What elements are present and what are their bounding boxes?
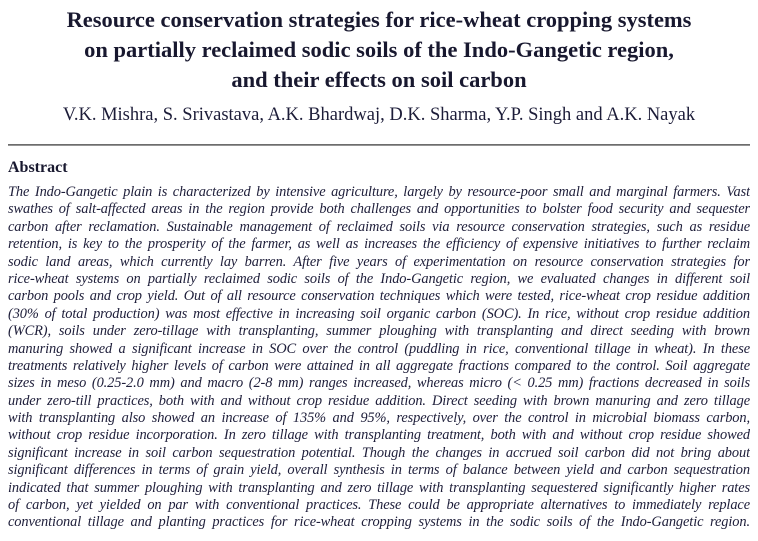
divider-rule [8,144,750,146]
title-line: and their effects on soil carbon [231,67,527,92]
abstract-line: without crop residue incorporation. In zero tillage with transplanting treatment, both with and without crop residue showed [8,427,750,444]
paper-title [8,5,750,95]
abstract-heading: Abstract [8,159,68,176]
abstract-line: of carbon, yet yielded on par with conventional practices. These could be appropriate alternatives to immediately replace [8,497,750,514]
abstract-line: (WCR), soils under zero-tillage with transplanting, summer ploughing with transplanting and direct seeding with brown [8,323,750,340]
abstract-line: sodic land areas, which currently lay barren. After five years of experimentation on resource conservation strategies for [8,253,750,270]
abstract-line: significant differences in terms of grain yield, overall synthesis in terms of balance between yield and carbon sequestration [8,462,750,479]
abstract-line: with transplanting also showed an increase of 135% and 95%, respectively, over the control in microbial biomass carbon, [8,410,750,427]
abstract-line: carbon pools and crop yield. Out of all resource conservation techniques which were tested, rice-wheat crop residue addition [8,288,750,305]
abstract-line: significant increase in soil carbon sequestration potential. Though the changes in accrued soil carbon did not bring about [8,444,750,461]
abstract-line: The Indo-Gangetic plain is characterized by intensive agriculture, largely by resource-poor small and marginal farmers. Vast [8,184,750,200]
abstract-line: retention, is key to the prosperity of the farmer, as well as increases the efficiency of expensive initiatives to further reclaim [8,236,750,253]
abstract-line: sizes in meso (0.25-2.0 mm) and macro (2-8 mm) ranges increased, whereas micro (< 0.25 mm) fractions decreased in soils [8,375,750,392]
title-line: on partially reclaimed sodic soils of the Indo-Gangetic region, [84,37,674,62]
abstract-text [8,184,750,532]
abstract-line: swathes of salt-affected areas in the region provide both challenges and opportunities to bolster food security and sequester [8,201,750,218]
abstract-line: treatments relatively higher levels of carbon were attained in all aggregate fractions compared to the control. Soil aggregate [8,357,750,374]
abstract-line: rice-wheat systems on partially reclaimed sodic soils of the Indo-Gangetic region, we evaluated changes in different soil [8,270,750,287]
title-line: Resource conservation strategies for rice-wheat cropping systems [66,7,692,32]
abstract-line: manuring showed a significant increase in SOC over the control (puddling in rice, conventional tillage in wheat). In these [8,340,750,357]
abstract-line: (30% of total production) was most effective in increasing soil organic carbon (SOC). In rice, without crop residue addition [8,305,750,322]
abstract-line: indicated that summer ploughing with transplanting and zero tillage with transplanting sequestered significantly higher rates [8,479,750,496]
abstract-line: carbon after reclamation. Sustainable management of reclaimed soils via resource conservation strategies, such as residue [8,218,750,235]
abstract-line: conventional tillage and planting practices for rice-wheat cropping systems in the sodic soils of the Indo-Gangetic region. [8,514,750,531]
authors-line: V.K. Mishra, S. Srivastava, A.K. Bhardwaj, D.K. Sharma, Y.P. Singh and A.K. Nayak [62,105,696,125]
abstract-line: under zero-till practices, both with and without crop residue addition. Direct seeding with brown manuring and zero tillage [8,392,750,409]
